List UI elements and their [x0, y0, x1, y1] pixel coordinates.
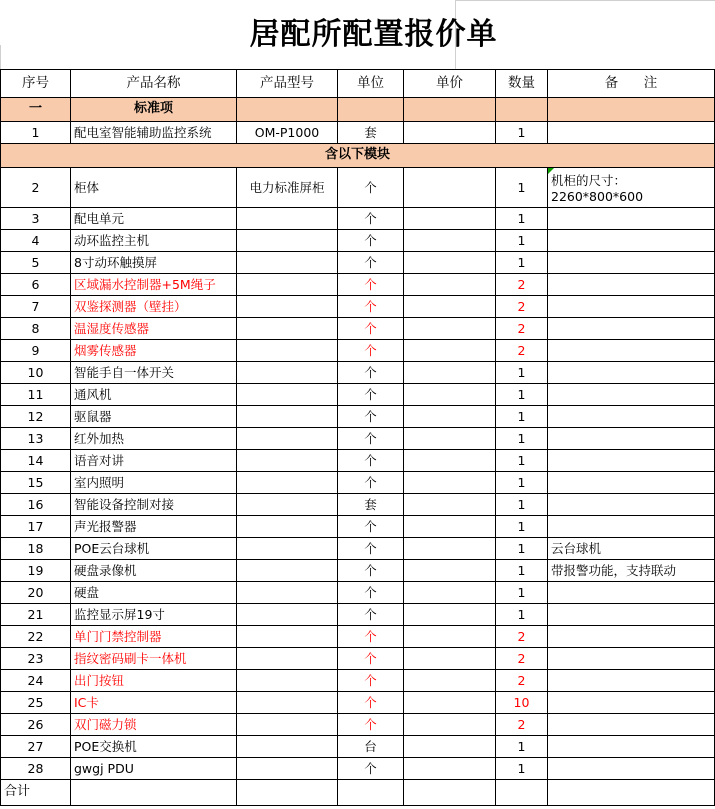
cell-name[interactable]: 8寸动环触摸屏	[71, 252, 237, 274]
column-header-seq: 序号	[1, 70, 71, 98]
cell-unit[interactable]: 个	[338, 230, 404, 252]
cell-unit[interactable]: 个	[338, 168, 404, 208]
comment-indicator-icon	[548, 168, 554, 174]
cell-qty[interactable]: 2	[496, 648, 548, 670]
cell-unit[interactable]: 个	[338, 538, 404, 560]
cell-name[interactable]: 室内照明	[71, 472, 237, 494]
header-row	[1, 70, 715, 98]
cell-model[interactable]	[237, 384, 338, 406]
cell-qty[interactable]: 1	[496, 362, 548, 384]
cell-name[interactable]: 红外加热	[71, 428, 237, 450]
column-header-model: 产品型号	[237, 70, 338, 98]
cell-name[interactable]: 硬盘录像机	[71, 560, 237, 582]
cell-note[interactable]	[548, 122, 715, 144]
table-row	[1, 252, 715, 274]
cell-price[interactable]	[404, 560, 496, 582]
cell-unit[interactable]: 个	[338, 406, 404, 428]
section-index-cell: 一	[1, 98, 71, 122]
cell-price[interactable]	[404, 384, 496, 406]
cell-model[interactable]	[237, 450, 338, 472]
cell-qty[interactable]: 1	[496, 494, 548, 516]
cell-name[interactable]: POE交换机	[71, 736, 237, 758]
cell-unit[interactable]: 个	[338, 582, 404, 604]
cell-note[interactable]	[548, 604, 715, 626]
table-row	[1, 406, 715, 428]
cell-price[interactable]	[404, 714, 496, 736]
cell-name[interactable]: 监控显示屏19寸	[71, 604, 237, 626]
cell-qty[interactable]: 1	[496, 384, 548, 406]
column-header-unit: 单位	[338, 70, 404, 98]
cell-seq[interactable]: 23	[1, 648, 71, 670]
cell-qty[interactable]: 1	[496, 560, 548, 582]
cell-qty[interactable]: 1	[496, 168, 548, 208]
cell-unit[interactable]: 个	[338, 274, 404, 296]
module-band-row	[1, 144, 715, 168]
cell-note[interactable]	[548, 582, 715, 604]
cell-note[interactable]	[548, 758, 715, 780]
cell-seq[interactable]: 13	[1, 428, 71, 450]
table-row	[1, 494, 715, 516]
table-row	[1, 582, 715, 604]
cell-unit[interactable]: 个	[338, 604, 404, 626]
cell-name[interactable]: 区域漏水控制器+5M绳子	[71, 274, 237, 296]
cell-note[interactable]	[548, 384, 715, 406]
cell-price[interactable]	[404, 582, 496, 604]
column-header-note: 备 注	[548, 70, 715, 98]
cell-seq[interactable]: 10	[1, 362, 71, 384]
table-row	[1, 692, 715, 714]
cell-model[interactable]	[237, 736, 338, 758]
cell-model[interactable]	[237, 560, 338, 582]
cell-note[interactable]	[548, 406, 715, 428]
table-row	[1, 274, 715, 296]
cell-qty[interactable]: 1	[496, 252, 548, 274]
table-row	[1, 736, 715, 758]
cell-model[interactable]	[237, 428, 338, 450]
cell-name[interactable]: 柜体	[71, 168, 237, 208]
table-body	[1, 98, 715, 806]
cell-qty[interactable]: 1	[496, 406, 548, 428]
cell-price[interactable]	[404, 670, 496, 692]
cell-seq[interactable]: 9	[1, 340, 71, 362]
cell-unit[interactable]: 个	[338, 428, 404, 450]
cell-model[interactable]	[237, 274, 338, 296]
cell-seq[interactable]: 19	[1, 560, 71, 582]
cell-model[interactable]	[237, 472, 338, 494]
cell-seq[interactable]: 11	[1, 384, 71, 406]
cell-unit[interactable]: 个	[338, 296, 404, 318]
cell-qty[interactable]: 2	[496, 296, 548, 318]
table-row	[1, 472, 715, 494]
cell-note[interactable]	[548, 516, 715, 538]
table-header	[1, 70, 715, 98]
cell-unit[interactable]: 个	[338, 472, 404, 494]
cell-note[interactable]	[548, 648, 715, 670]
cell-note[interactable]	[548, 318, 715, 340]
cell-price[interactable]	[404, 230, 496, 252]
cell-unit[interactable]: 个	[338, 648, 404, 670]
cell-note[interactable]	[548, 362, 715, 384]
cell-price[interactable]	[404, 428, 496, 450]
cell-qty[interactable]: 2	[496, 626, 548, 648]
cell-qty[interactable]: 1	[496, 450, 548, 472]
cell-name[interactable]: 配电单元	[71, 208, 237, 230]
cell-note[interactable]	[548, 692, 715, 714]
cell-unit[interactable]: 个	[338, 252, 404, 274]
cell-seq[interactable]: 16	[1, 494, 71, 516]
cell-seq[interactable]: 22	[1, 626, 71, 648]
cell-model[interactable]	[237, 208, 338, 230]
section-title-cell: 标准项	[71, 98, 237, 122]
cell-price[interactable]	[404, 516, 496, 538]
cell-seq[interactable]: 3	[1, 208, 71, 230]
cell-unit[interactable]: 个	[338, 384, 404, 406]
section-band-blank-qty	[496, 98, 548, 122]
cell-price[interactable]	[404, 274, 496, 296]
cell-price[interactable]	[404, 340, 496, 362]
cell-name[interactable]: 智能手自一体开关	[71, 362, 237, 384]
cell-price[interactable]	[404, 208, 496, 230]
cell-seq[interactable]: 26	[1, 714, 71, 736]
cell-seq[interactable]: 2	[1, 168, 71, 208]
cell-model[interactable]	[237, 516, 338, 538]
document-title-cell	[0, 0, 715, 69]
cell-unit[interactable]: 个	[338, 626, 404, 648]
cell-note[interactable]	[548, 736, 715, 758]
cell-model[interactable]: OM-P1000	[237, 122, 338, 144]
cell-qty[interactable]: 1	[496, 604, 548, 626]
cell-model[interactable]	[237, 252, 338, 274]
table-row	[1, 758, 715, 780]
table-row	[1, 318, 715, 340]
cell-qty[interactable]: 1	[496, 582, 548, 604]
cell-name[interactable]: 声光报警器	[71, 516, 237, 538]
total-label-cell: 合计	[1, 780, 71, 806]
cell-name[interactable]: gwgj PDU	[71, 758, 237, 780]
cell-note[interactable]	[548, 252, 715, 274]
cell-qty[interactable]: 2	[496, 274, 548, 296]
cell-name[interactable]: 语音对讲	[71, 450, 237, 472]
cell-price[interactable]	[404, 736, 496, 758]
cell-qty[interactable]: 2	[496, 670, 548, 692]
cell-note[interactable]	[548, 670, 715, 692]
cell-unit[interactable]: 个	[338, 208, 404, 230]
cell-unit[interactable]: 个	[338, 692, 404, 714]
cell-seq[interactable]: 28	[1, 758, 71, 780]
cell-price[interactable]	[404, 122, 496, 144]
cell-name[interactable]: 配电室智能辅助监控系统	[71, 122, 237, 144]
cell-model[interactable]	[237, 692, 338, 714]
cell-model[interactable]	[237, 494, 338, 516]
total-blank-model[interactable]	[237, 780, 338, 806]
table-row	[1, 450, 715, 472]
table-row	[1, 604, 715, 626]
cell-unit[interactable]: 套	[338, 494, 404, 516]
table-row	[1, 340, 715, 362]
total-row	[1, 780, 715, 806]
column-header-price: 单价	[404, 70, 496, 98]
cell-qty[interactable]: 2	[496, 340, 548, 362]
cell-unit[interactable]: 个	[338, 758, 404, 780]
table-row	[1, 560, 715, 582]
table-row	[1, 648, 715, 670]
cell-seq[interactable]: 15	[1, 472, 71, 494]
cell-qty[interactable]: 1	[496, 516, 548, 538]
cell-unit[interactable]: 个	[338, 516, 404, 538]
cell-name[interactable]: POE云台球机	[71, 538, 237, 560]
cell-model[interactable]	[237, 582, 338, 604]
cell-model[interactable]	[237, 758, 338, 780]
cell-name[interactable]: 通风机	[71, 384, 237, 406]
cell-model[interactable]	[237, 362, 338, 384]
cell-model[interactable]	[237, 670, 338, 692]
cell-name[interactable]: 烟雾传感器	[71, 340, 237, 362]
cell-seq[interactable]: 4	[1, 230, 71, 252]
cell-unit[interactable]: 台	[338, 736, 404, 758]
total-blank-name[interactable]	[71, 780, 237, 806]
cell-seq[interactable]: 18	[1, 538, 71, 560]
cell-price[interactable]	[404, 538, 496, 560]
cell-name[interactable]: 单门门禁控制器	[71, 626, 237, 648]
table-row	[1, 122, 715, 144]
cell-note[interactable]	[548, 340, 715, 362]
cell-price[interactable]	[404, 296, 496, 318]
cell-note-line: 云台球机	[551, 540, 602, 556]
cell-price[interactable]	[404, 648, 496, 670]
table-row	[1, 362, 715, 384]
cell-qty[interactable]: 1	[496, 428, 548, 450]
table-row	[1, 230, 715, 252]
table-row	[1, 296, 715, 318]
table-row	[1, 538, 715, 560]
cell-note-line: 2260*800*600	[551, 188, 644, 204]
table-row	[1, 516, 715, 538]
cell-name[interactable]: 温湿度传感器	[71, 318, 237, 340]
cell-price[interactable]	[404, 252, 496, 274]
cell-seq[interactable]: 24	[1, 670, 71, 692]
cell-note-line: 机柜的尺寸：	[551, 172, 627, 188]
cell-qty[interactable]: 2	[496, 318, 548, 340]
cell-seq[interactable]: 21	[1, 604, 71, 626]
cell-note[interactable]	[548, 626, 715, 648]
cell-model[interactable]	[237, 626, 338, 648]
cell-seq[interactable]: 5	[1, 252, 71, 274]
cell-qty[interactable]: 1	[496, 208, 548, 230]
cell-model[interactable]	[237, 318, 338, 340]
total-blank-unit[interactable]	[338, 780, 404, 806]
cell-seq[interactable]: 27	[1, 736, 71, 758]
cell-name[interactable]: 硬盘	[71, 582, 237, 604]
cell-model[interactable]	[237, 648, 338, 670]
cell-name[interactable]: 动环监控主机	[71, 230, 237, 252]
cell-unit[interactable]: 个	[338, 362, 404, 384]
cell-note[interactable]	[548, 296, 715, 318]
total-blank-price[interactable]	[404, 780, 496, 806]
module-band-label: 含以下模块	[1, 144, 715, 168]
cell-model[interactable]	[237, 604, 338, 626]
column-header-qty: 数量	[496, 70, 548, 98]
section-band-blank-model	[237, 98, 338, 122]
cell-name[interactable]: 出门按钮	[71, 670, 237, 692]
cell-price[interactable]	[404, 626, 496, 648]
cell-price[interactable]	[404, 758, 496, 780]
table-row	[1, 670, 715, 692]
cell-price[interactable]	[404, 318, 496, 340]
cell-unit[interactable]: 套	[338, 122, 404, 144]
cell-model[interactable]	[237, 538, 338, 560]
table-row	[1, 428, 715, 450]
cell-model[interactable]	[237, 296, 338, 318]
cell-model[interactable]: 电力标准屏柜	[237, 168, 338, 208]
cell-qty[interactable]: 1	[496, 230, 548, 252]
cell-qty[interactable]: 10	[496, 692, 548, 714]
cell-price[interactable]	[404, 472, 496, 494]
table-row	[1, 626, 715, 648]
cell-price[interactable]	[404, 168, 496, 208]
cell-unit[interactable]: 个	[338, 560, 404, 582]
cell-note[interactable]	[548, 168, 715, 208]
cell-note[interactable]	[548, 428, 715, 450]
cell-note-line: 带报警功能，支持联动	[551, 562, 677, 578]
cell-unit[interactable]: 个	[338, 714, 404, 736]
page-title: 居配所配置报价单	[249, 16, 498, 52]
cell-name[interactable]: 驱鼠器	[71, 406, 237, 428]
table-row	[1, 714, 715, 736]
cell-note[interactable]	[548, 450, 715, 472]
section-band-row	[1, 98, 715, 122]
cell-name[interactable]: 双鉴探测器（壁挂）	[71, 296, 237, 318]
cell-qty[interactable]: 1	[496, 472, 548, 494]
cell-model[interactable]	[237, 406, 338, 428]
cell-note[interactable]	[548, 230, 715, 252]
cell-note[interactable]	[548, 208, 715, 230]
cell-seq[interactable]: 20	[1, 582, 71, 604]
cell-model[interactable]	[237, 714, 338, 736]
column-header-name: 产品名称	[71, 70, 237, 98]
cell-unit[interactable]: 个	[338, 340, 404, 362]
cell-note[interactable]	[548, 538, 715, 560]
cell-seq[interactable]: 25	[1, 692, 71, 714]
section-band-blank-unit	[338, 98, 404, 122]
cell-note[interactable]	[548, 560, 715, 582]
cell-qty[interactable]: 1	[496, 538, 548, 560]
cell-name[interactable]: 指纹密码刷卡一体机	[71, 648, 237, 670]
cell-qty[interactable]: 2	[496, 714, 548, 736]
cell-price[interactable]	[404, 604, 496, 626]
cell-model[interactable]	[237, 340, 338, 362]
total-blank-note[interactable]	[548, 780, 715, 806]
cell-name[interactable]: 智能设备控制对接	[71, 494, 237, 516]
cell-seq[interactable]: 6	[1, 274, 71, 296]
cell-qty[interactable]: 1	[496, 122, 548, 144]
cell-price[interactable]	[404, 494, 496, 516]
cell-seq[interactable]: 1	[1, 122, 71, 144]
cell-name[interactable]: IC卡	[71, 692, 237, 714]
cell-note[interactable]	[548, 494, 715, 516]
cell-note[interactable]	[548, 714, 715, 736]
quotation-table	[0, 69, 715, 806]
cell-qty[interactable]: 1	[496, 736, 548, 758]
section-band-blank-note	[548, 98, 715, 122]
table-row	[1, 208, 715, 230]
cell-price[interactable]	[404, 362, 496, 384]
table-row	[1, 384, 715, 406]
total-blank-qty[interactable]	[496, 780, 548, 806]
cell-name[interactable]: 双门磁力锁	[71, 714, 237, 736]
cell-note[interactable]	[548, 472, 715, 494]
cell-seq[interactable]: 8	[1, 318, 71, 340]
cell-qty[interactable]: 1	[496, 758, 548, 780]
cell-seq[interactable]: 14	[1, 450, 71, 472]
section-band-blank-price	[404, 98, 496, 122]
cell-unit[interactable]: 个	[338, 450, 404, 472]
cell-seq[interactable]: 7	[1, 296, 71, 318]
cell-price[interactable]	[404, 450, 496, 472]
cell-seq[interactable]: 12	[1, 406, 71, 428]
cell-note[interactable]	[548, 274, 715, 296]
cell-seq[interactable]: 17	[1, 516, 71, 538]
cell-unit[interactable]: 个	[338, 318, 404, 340]
cell-unit[interactable]: 个	[338, 670, 404, 692]
cell-price[interactable]	[404, 406, 496, 428]
table-row	[1, 168, 715, 208]
cell-model[interactable]	[237, 230, 338, 252]
cell-price[interactable]	[404, 692, 496, 714]
